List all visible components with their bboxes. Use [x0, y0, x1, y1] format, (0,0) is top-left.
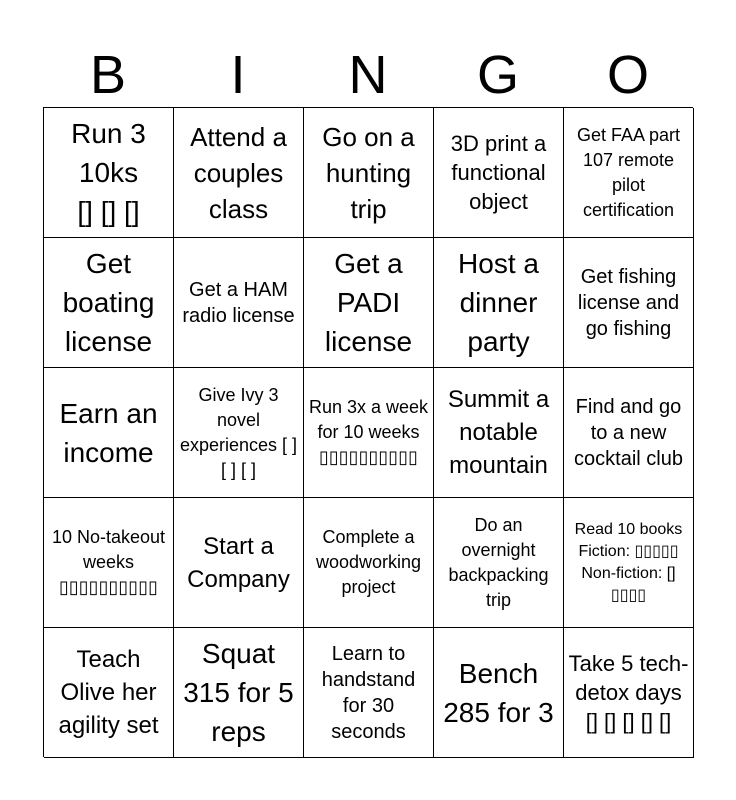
header-letter-n: N: [348, 45, 388, 105]
bingo-cell-r2c1[interactable]: Get boating license: [44, 238, 174, 368]
bingo-cell-r5c4[interactable]: Bench 285 for 3: [434, 628, 564, 758]
bingo-cell-r1c4[interactable]: 3D print a functional object: [434, 108, 564, 238]
bingo-cell-r1c1[interactable]: Run 3 10ks [] [] []: [44, 108, 174, 238]
bingo-cell-r1c3[interactable]: Go on a hunting trip: [304, 108, 434, 238]
header-letter-b: B: [89, 45, 127, 105]
bingo-cell-r3c4[interactable]: Summit a notable mountain: [434, 368, 564, 498]
bingo-cell-r5c5[interactable]: Take 5 tech-detox days [] [] [] [] []: [564, 628, 694, 758]
bingo-cell-r1c5[interactable]: Get FAA part 107 remote pilot certification: [564, 108, 694, 238]
bingo-board: [43, 107, 693, 757]
header-letter-o: O: [606, 45, 649, 105]
bingo-cell-r1c2[interactable]: Attend a couples class: [174, 108, 304, 238]
bingo-cell-r3c3[interactable]: Run 3x a week for 10 weeks ▯▯▯▯▯▯▯▯▯▯: [304, 368, 434, 498]
bingo-cell-r4c3[interactable]: Complete a woodworking project: [304, 498, 434, 628]
bingo-cell-r4c5[interactable]: Read 10 books Fiction: ▯▯▯▯▯ Non-fiction: [] ▯▯▯▯: [564, 498, 694, 628]
bingo-cell-r3c1[interactable]: Earn an income: [44, 368, 174, 498]
bingo-cell-r3c5[interactable]: Find and go to a new cocktail club: [564, 368, 694, 498]
bingo-cell-r4c4[interactable]: Do an overnight backpacking trip: [434, 498, 564, 628]
bingo-cell-r5c3[interactable]: Learn to handstand for 30 seconds: [304, 628, 434, 758]
bingo-cell-r5c1[interactable]: Teach Olive her agility set: [44, 628, 174, 758]
bingo-cell-r2c5[interactable]: Get fishing license and go fishing: [564, 238, 694, 368]
bingo-cell-r4c1[interactable]: 10 No-takeout weeks ▯▯▯▯▯▯▯▯▯▯: [44, 498, 174, 628]
bingo-cell-r5c2[interactable]: Squat 315 for 5 reps: [174, 628, 304, 758]
bingo-cell-r2c3[interactable]: Get a PADI license: [304, 238, 434, 368]
bingo-header: [43, 44, 693, 106]
bingo-cell-r3c2[interactable]: Give Ivy 3 novel experiences [ ] [ ] [ ]: [174, 368, 304, 498]
bingo-cell-r4c2[interactable]: Start a Company: [174, 498, 304, 628]
bingo-cell-r2c2[interactable]: Get a HAM radio license: [174, 238, 304, 368]
header-letter-i: I: [230, 45, 246, 105]
bingo-cell-r2c4[interactable]: Host a dinner party: [434, 238, 564, 368]
header-letter-g: G: [476, 45, 519, 105]
